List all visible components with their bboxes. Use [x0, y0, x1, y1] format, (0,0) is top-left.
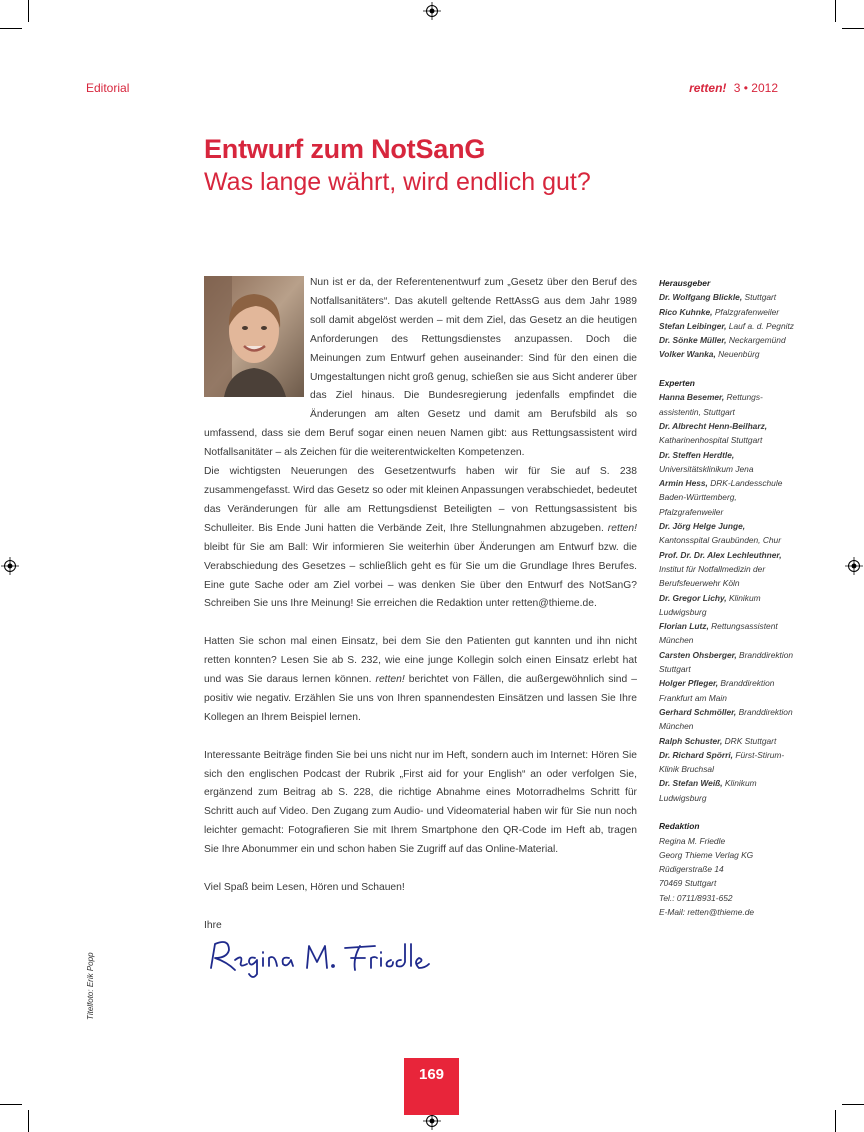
person-name: Ralph Schuster, — [659, 735, 723, 746]
person-affiliation: Universitätsklinikum Jena — [659, 463, 754, 474]
person-affiliation: Rettungsassistent München — [659, 621, 778, 646]
paragraph-text: Die wichtigsten Neuerungen des Gesetzentwurfs haben wir für Sie auf S. 238 zusammengefasst. Wird das Gesetz so oder mit kleinen Anpassungen verabschiedet, bedeutet das Veränderungen für alle am Rettungsdienst Beteiligten – von Rettungsassistent bis Schulleiter. Bis Ende Juni hatten die Verbände Zeit, Ihre Stellungnahmen abzugeben. — [204, 466, 637, 534]
paragraph-text: Hatten Sie schon mal einen Einsatz, bei dem Sie den Patienten gut kannten und ihn nicht retten konnten? Lesen Sie ab S. 232, wie eine junge Kollegin solch einen Einsatz erlebt hat und was Sie daraus lernen können. — [204, 636, 637, 686]
person-name: Dr. Wolfgang Blickle, — [659, 292, 743, 303]
issue-number: 3 • 2012 — [733, 81, 778, 95]
person-name: Dr. Richard Spörri, — [659, 749, 733, 760]
person-affiliation: Katharinenhospital Stuttgart — [659, 435, 763, 446]
crop-mark — [842, 28, 864, 29]
person-entry — [659, 648, 794, 677]
contact-line: E-Mail: retten@thieme.de — [659, 907, 755, 918]
crop-mark — [28, 1110, 29, 1132]
sidebar-heading: Herausgeber — [659, 278, 711, 288]
photo-spacer — [204, 274, 310, 410]
sidebar-heading: Redaktion — [659, 821, 700, 832]
paragraph: Viel Spaß beim Lesen, Hören und Schauen! — [204, 881, 405, 893]
person-affiliation: Klinikum Ludwigsburg — [659, 778, 757, 803]
person-name: Dr. Sönke Müller, — [659, 335, 727, 346]
person-entry — [659, 419, 794, 448]
paragraph: Nun ist er da, der Referentenentwurf zum „Gesetz über den Beruf des Notfallsanitäters“. Das akutell geltende RettAssG aus dem Jahr 1989 soll damit abgelöst werden – mit dem Ziel, das Gesetz an die heutigen Anforderungen des Rettungsdienstes anzupassen. Doch die Meinungen zum Entwurf gehen auseinander: Sind für den einen die Umgestaltungen nicht groß genug, schießen sie aus Sicht anderer über das Ziel hinaus. Die Bundesregierung jedenfalls empfindet die Änderungen am alten Gesetz und damit am Berufsbild als so umfassend, dass sie dem Beruf sogar einen neuen Namen gibt: aus Rettungsassistent wird Notfallsanitäter – als Zeichen für die weiterentwickelten Kompetenzen. — [204, 277, 637, 459]
paragraph — [204, 463, 637, 614]
publisher-list — [659, 290, 794, 361]
page-number: 169 — [404, 1058, 459, 1115]
person-entry — [659, 476, 794, 519]
contact-line: Georg Thieme Verlag KG — [659, 849, 754, 860]
sidebar-heading: Experten — [659, 378, 695, 389]
person-name: Dr. Steffen Herdtle, — [659, 449, 735, 460]
article-title: Entwurf zum NotSanG — [204, 134, 486, 164]
masthead-sidebar — [659, 276, 794, 919]
paragraph-text: berichtet von Fällen, die außergewöhnlich sind – positiv wie negativ. Erzählen Sie uns von Ihren spannendesten Einsätzen und lassen Sie Ihre Kollegen an Ihrem Beispiel lernen. — [204, 674, 637, 723]
section-label: Editorial — [86, 81, 130, 95]
person-name: Carsten Ohsberger, — [659, 649, 737, 660]
signature — [205, 930, 435, 985]
person-entry — [659, 319, 794, 333]
magazine-name: retten! — [689, 81, 727, 95]
contact-line: Rüdigerstraße 14 — [659, 864, 724, 875]
person-affiliation: Branddirektion München — [659, 706, 793, 732]
person-affiliation: Kantonsspital Graubünden, Chur — [659, 535, 781, 546]
issue-label — [689, 81, 778, 95]
crop-mark — [835, 0, 836, 22]
editorial-contact — [659, 834, 794, 920]
closing: Ihre — [204, 919, 222, 931]
person-entry — [659, 519, 794, 548]
person-entry — [659, 748, 794, 777]
person-affiliation: DRK Stuttgart — [722, 735, 777, 746]
magazine-name: retten! — [375, 674, 405, 686]
person-name: Dr. Gregor Lichy, — [659, 592, 727, 603]
person-entry — [659, 734, 794, 748]
person-affiliation: Rettungs-assistentin, Stuttgart — [659, 392, 763, 417]
person-affiliation: Neuenbürg — [715, 349, 760, 360]
person-entry — [659, 705, 794, 734]
contact-line: Regina M. Friedle — [659, 835, 726, 846]
person-entry — [659, 390, 794, 419]
person-affiliation: Neckargemünd — [726, 335, 786, 346]
crop-mark — [28, 0, 29, 22]
person-name: Dr. Stefan Weiß, — [659, 778, 723, 789]
paragraph — [204, 633, 637, 728]
article-body — [204, 274, 637, 955]
crop-mark — [0, 28, 22, 29]
person-affiliation: Fürst-Stirum-Klinik Bruchsal — [659, 749, 785, 775]
person-affiliation: Lauf a. d. Pegnitz — [726, 320, 794, 331]
person-entry — [659, 619, 794, 648]
paragraph: Interessante Beiträge finden Sie bei uns nicht nur im Heft, sondern auch im Internet: Hören Sie sich den englischen Podcast der Rubrik „First aid for your English“ an oder verfolgen Sie, ergänzend zum Beitrag ab S. 228, die richtige Abnahme eines Motorradhelms Schritt für Schritt auch auf Video. Den Zugang zum Audio- und Videomaterial haben wir für Sie nun noch leichter gemacht: Fotografieren Sie mit Ihrem Smartphone den QR-Code im Heft ab, tragen Sie Ihre Abonummer ein und schon haben Sie Zugriff auf das Online-Material. — [204, 749, 637, 856]
crop-mark — [835, 1110, 836, 1132]
person-affiliation: Klinikum Ludwigsburg — [659, 592, 761, 617]
magazine-name: retten! — [607, 522, 637, 534]
registration-mark-icon — [845, 557, 863, 575]
person-affiliation: Stuttgart — [742, 292, 777, 303]
person-affiliation: Pfalzgrafenweiler — [712, 306, 780, 317]
contact-line: 70469 Stuttgart — [659, 878, 717, 889]
person-name: Volker Wanka, — [659, 349, 716, 360]
person-entry — [659, 290, 794, 304]
person-entry — [659, 548, 794, 591]
person-entry — [659, 333, 794, 347]
person-affiliation: Branddirektion Stuttgart — [659, 649, 794, 675]
person-entry — [659, 676, 794, 705]
person-entry — [659, 305, 794, 319]
crop-mark — [0, 1104, 22, 1105]
expert-list — [659, 390, 794, 805]
contact-line: Tel.: 0711/8931-652 — [659, 892, 733, 903]
registration-mark-icon — [1, 557, 19, 575]
paragraph-text: bleibt für Sie am Ball: Wir informieren Sie weiterhin über Änderungen am Entwurf bzw. die Verabschiedung des Gesetzes – schließlich geht es für Sie um die Grundlage Ihres Berufes. Eine gute Sache oder am Ziel vorbei – was denken Sie über den Entwurf des NotSanG? Schreiben Sie uns Ihre Meinung! Sie erreichen die Redaktion unter retten@thieme.de. — [204, 541, 637, 610]
person-entry — [659, 347, 794, 361]
crop-mark — [842, 1104, 864, 1105]
person-name: Prof. Dr. Dr. Alex Lechleuthner, — [659, 549, 782, 560]
person-name: Holger Pfleger, — [659, 678, 719, 689]
person-name: Rico Kuhnke, — [659, 306, 713, 317]
photo-credit: Titelfoto: Erik Popp — [86, 952, 95, 1020]
person-name: Gerhard Schmöller, — [659, 706, 737, 717]
person-entry — [659, 448, 794, 477]
article-subtitle: Was lange währt, wird endlich gut? — [204, 168, 591, 196]
person-affiliation: DRK-Landesschule Baden-Württemberg, Pfalzgrafenweiler — [659, 478, 783, 517]
person-entry — [659, 776, 794, 805]
person-name: Stefan Leibinger, — [659, 320, 727, 331]
person-name: Armin Hess, — [659, 478, 708, 489]
person-entry — [659, 591, 794, 620]
person-name: Florian Lutz, — [659, 621, 709, 632]
registration-mark-icon — [423, 2, 441, 20]
person-name: Dr. Jörg Helge Junge, — [659, 521, 746, 532]
person-affiliation: Branddirektion Frankfurt am Main — [659, 678, 775, 703]
person-affiliation: Institut für Notfallmedizin der Berufsfeuerwehr Köln — [659, 563, 766, 589]
person-name: Dr. Albrecht Henn-Beilharz, — [659, 420, 768, 431]
person-name: Hanna Besemer, — [659, 392, 725, 403]
